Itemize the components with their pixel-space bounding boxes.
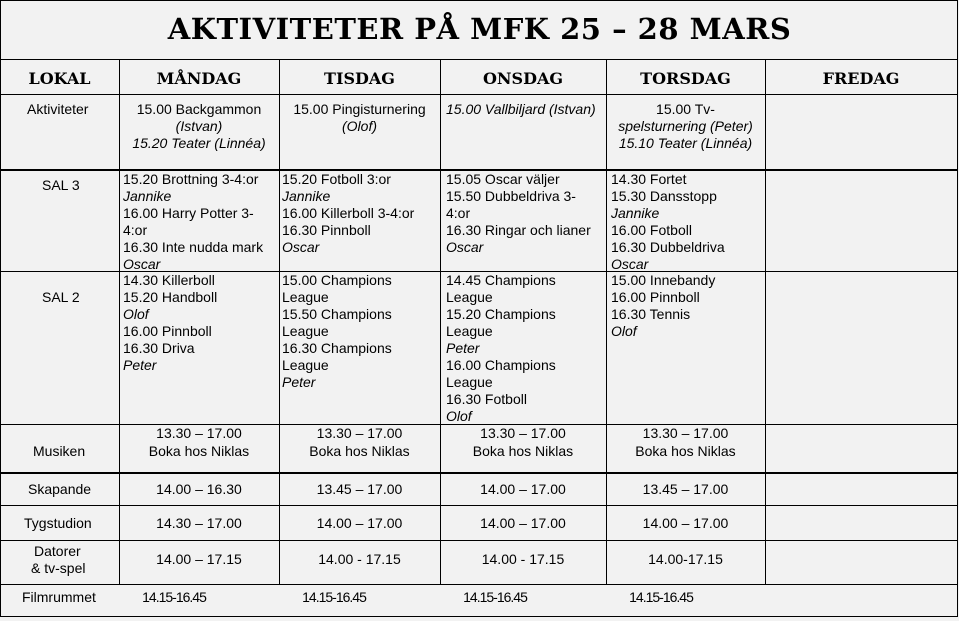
- activity-line: League: [446, 374, 493, 390]
- activity-line: 14.30 Killerboll: [123, 272, 215, 288]
- activity-line: 15.20 Teater (Linnéa): [132, 135, 266, 151]
- activity-line: League: [282, 289, 329, 305]
- time-cell: 14.15-16.45: [302, 589, 366, 605]
- time-cell: 14.00 – 17.00: [480, 481, 566, 497]
- row-label-datorer: & tv-spel: [31, 560, 86, 576]
- musiken-note: Boka hos Niklas: [472, 443, 574, 459]
- header-torsdag: TORSDAG: [640, 69, 731, 88]
- activity-line: 15.00 Pingisturnering: [293, 101, 426, 117]
- time-cell: 14.15-16.45: [142, 589, 206, 605]
- activity-line: Olof: [446, 408, 472, 424]
- time-cell: 13.45 – 17.00: [316, 481, 403, 497]
- activity-line: Olof: [123, 306, 149, 322]
- activity-line: 15.00 Innebandy: [611, 272, 716, 288]
- activity-line: 15.20 Fotboll 3:or: [282, 171, 391, 187]
- row-label-aktiviteter: Aktiviteter: [27, 101, 89, 117]
- activity-line: Peter: [282, 374, 316, 390]
- row-label-filmrummet: Filmrummet: [22, 589, 96, 605]
- activity-line: 15.00 Tv-: [656, 101, 715, 117]
- activity-line: 16.00 Harry Potter 3-: [123, 205, 254, 221]
- row-label-sal3: SAL 3: [42, 177, 80, 193]
- activity-line: 16.30 Driva: [123, 340, 195, 356]
- activity-line: Olof: [611, 323, 637, 339]
- grid-line: [440, 59, 441, 584]
- row-label-datorer: Datorer: [34, 543, 81, 559]
- activity-line: 4:or: [446, 205, 471, 221]
- activity-line: 16.30 Tennis: [611, 306, 691, 322]
- activity-line: Jannike: [123, 188, 172, 204]
- activity-line: League: [282, 323, 329, 339]
- row-label-skapande: Skapande: [28, 481, 92, 497]
- grid-line: [0, 94, 958, 95]
- activity-line: 16.30 Inte nudda mark: [123, 239, 264, 255]
- activity-line: 14.30 Fortet: [611, 171, 687, 187]
- activity-line: Peter: [446, 340, 480, 356]
- activity-line: 15.05 Oscar väljer: [446, 171, 560, 187]
- time-cell: 14.00-17.15: [648, 551, 723, 567]
- header-onsdag: ONSDAG: [482, 69, 564, 88]
- activity-line: 16.30 Fotboll: [446, 391, 527, 407]
- activity-line: 15.50 Dubbeldriva 3-: [446, 188, 576, 204]
- header-fredag: FREDAG: [822, 69, 900, 88]
- musiken-note: Boka hos Niklas: [148, 443, 250, 459]
- activity-line: 16.00 Pinnboll: [611, 289, 700, 305]
- activity-line: 14.45 Champions: [446, 272, 556, 288]
- activity-line: 16.00 Champions: [446, 357, 556, 373]
- grid-line: [0, 584, 958, 585]
- grid-line: [279, 59, 280, 584]
- header-tisdag: TISDAG: [324, 69, 395, 88]
- time-cell: 14.00 – 17.15: [156, 551, 242, 567]
- header-lokal: LOKAL: [28, 69, 91, 88]
- activity-line: 16.00 Killerboll 3-4:or: [282, 205, 415, 221]
- activity-line: League: [446, 289, 493, 305]
- activity-line: League: [282, 357, 329, 373]
- activity-line: 16.00 Pinnboll: [123, 323, 212, 339]
- time-cell: 14.00 – 17.00: [316, 515, 403, 531]
- time-cell: 14.15-16.45: [629, 589, 693, 605]
- activity-line: Oscar: [282, 239, 320, 255]
- row-label-tygstudion: Tygstudion: [24, 515, 92, 531]
- page-title: AKTIVITETER PÅ MFK 25 – 28 MARS: [167, 12, 792, 46]
- activity-line: 15.20 Brottning 3-4:or: [123, 171, 259, 187]
- time-cell: 14.00 – 17.00: [642, 515, 729, 531]
- activity-line: League: [446, 323, 493, 339]
- activity-line: 16.30 Champions: [282, 340, 392, 356]
- header-mandag: MÅNDAG: [156, 69, 242, 88]
- time-cell: 14.00 – 17.00: [480, 515, 566, 531]
- time-cell: 14.00 – 16.30: [156, 481, 242, 497]
- activity-line: 15.20 Champions: [446, 306, 556, 322]
- activity-line: 15.00 Champions: [282, 272, 392, 288]
- activity-line: 16.30 Dubbeldriva: [611, 239, 725, 255]
- grid-line: [765, 59, 766, 584]
- time-cell: 14.00 - 17.15: [481, 551, 565, 567]
- activity-line: Jannike: [282, 188, 331, 204]
- grid-line: [0, 505, 958, 506]
- musiken-time: 13.30 – 17.00: [316, 425, 403, 441]
- time-cell: 14.15-16.45: [463, 589, 527, 605]
- grid-line: [0, 0, 958, 1]
- activity-line: spelsturnering (Peter): [618, 118, 753, 134]
- activity-line: 15.10 Teater (Linnéa): [618, 135, 753, 151]
- activity-line: Oscar: [611, 256, 649, 272]
- row-label-sal2: SAL 2: [42, 289, 80, 305]
- musiken-time: 13.30 – 17.00: [480, 425, 566, 441]
- row-label-musiken: Musiken: [33, 443, 86, 459]
- musiken-note: Boka hos Niklas: [635, 443, 736, 459]
- activity-line: (Istvan): [175, 118, 223, 134]
- activity-line: Oscar: [446, 239, 484, 255]
- musiken-note: Boka hos Niklas: [309, 443, 410, 459]
- time-cell: 14.00 - 17.15: [318, 551, 401, 567]
- activity-line: 4:or: [123, 222, 148, 238]
- time-cell: 13.45 – 17.00: [642, 481, 729, 497]
- grid-line: [0, 473, 958, 474]
- grid-line: [0, 540, 958, 541]
- grid-line: [0, 59, 958, 60]
- activity-line: 15.30 Dansstopp: [611, 188, 717, 204]
- activity-line: 15.00 Vallbiljard (Istvan): [446, 101, 596, 117]
- time-cell: 14.30 – 17.00: [156, 515, 242, 531]
- activity-line: 15.00 Backgammon: [136, 101, 262, 117]
- activity-line: Oscar: [123, 256, 161, 272]
- grid-line: [0, 0, 1, 617]
- musiken-time: 13.30 – 17.00: [642, 425, 729, 441]
- activity-line: 15.20 Handboll: [123, 289, 218, 305]
- activity-line: Peter: [123, 357, 157, 373]
- activity-line: 16.00 Fotboll: [611, 222, 692, 238]
- activity-line: 16.30 Ringar och lianer: [446, 222, 591, 238]
- musiken-time: 13.30 – 17.00: [156, 425, 242, 441]
- activity-line: 16.30 Pinnboll: [282, 222, 371, 238]
- grid-line: [0, 616, 958, 617]
- activity-line: Jannike: [611, 205, 660, 221]
- activity-line: 15.50 Champions: [282, 306, 392, 322]
- grid-line: [957, 0, 958, 617]
- activity-line: (Olof): [342, 118, 377, 134]
